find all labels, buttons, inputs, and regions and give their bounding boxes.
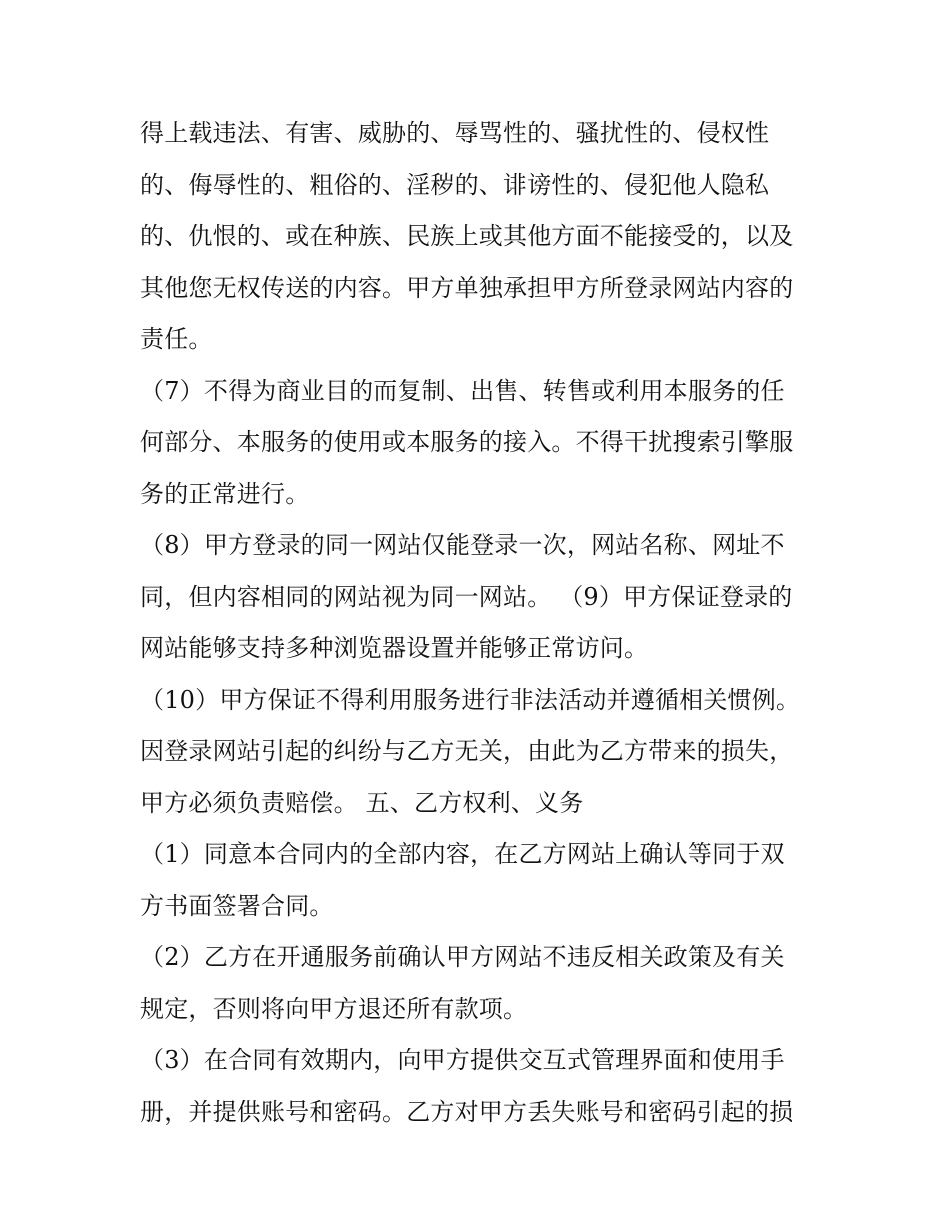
document-body	[140, 108, 820, 1138]
text-line: （10）甲方保证不得利用服务进行非法活动并遵循相关惯例。	[140, 685, 801, 714]
text-line: 规定，否则将向甲方退还所有款项。	[140, 994, 528, 1023]
text-line: 责任。	[140, 325, 213, 353]
text-line: （7）不得为商业目的而复制、出售、转售或利用本服务的任	[140, 376, 785, 405]
text-line: 其他您无权传送的内容。甲方单独承担甲方所登录网站内容的	[140, 273, 794, 302]
text-line: （8）甲方登录的同一网站仅能登录一次，网站名称、网址不	[140, 531, 785, 559]
text-line: 因登录网站引起的纠纷与乙方无关，由此为乙方带来的损失，	[140, 737, 794, 765]
text-line: 网站能够支持多种浏览器设置并能够正常访问。	[140, 634, 649, 662]
text-line: （2）乙方在开通服务前确认甲方网站不违反相关政策及有关	[140, 943, 785, 971]
text-line: 的、侮辱性的、粗俗的、淫秽的、诽谤性的、侵犯他人隐私	[140, 170, 770, 199]
text-line: 的、仇恨的、或在种族、民族上或其他方面不能接受的，以及	[140, 222, 794, 250]
text-line: 同，但内容相同的网站视为同一网站。 （9）甲方保证登录的	[140, 582, 793, 611]
text-line: 得上载违法、有害、威胁的、辱骂性的、骚扰性的、侵权性	[140, 119, 770, 147]
text-line: 册，并提供账号和密码。乙方对甲方丢失账号和密码引起的损	[140, 1097, 794, 1126]
text-line: 务的正常进行。	[140, 479, 310, 508]
text-line: 方书面签署合同。	[140, 891, 334, 920]
text-line: 何部分、本服务的使用或本服务的接入。不得干扰搜索引擎服	[140, 428, 794, 456]
text-line: 甲方必须负责赔偿。 五、乙方权利、义务	[140, 788, 584, 817]
text-line: （1）同意本合同内的全部内容，在乙方网站上确认等同于双	[140, 840, 785, 868]
text-line: （3）在合同有效期内，向甲方提供交互式管理界面和使用手	[140, 1046, 785, 1074]
